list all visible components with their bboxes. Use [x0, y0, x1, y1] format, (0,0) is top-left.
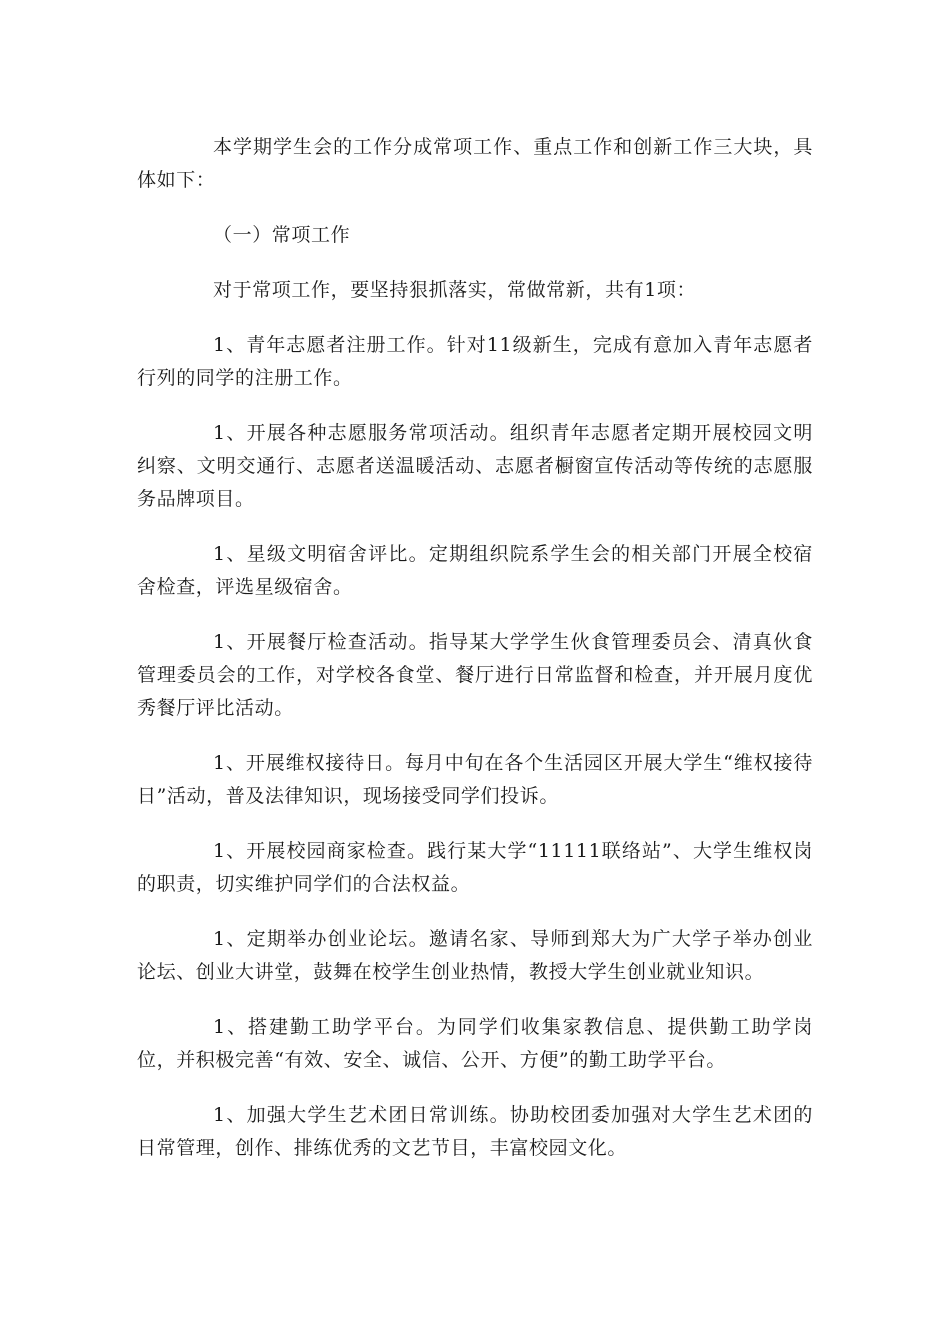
intro-paragraph: 本学期学生会的工作分成常项工作、重点工作和创新工作三大块，具体如下：: [137, 136, 813, 191]
list-item: 1、定期举办创业论坛。邀请名家、导师到郑大为广大学子举办创业论坛、创业大讲堂，鼓舞在校学生创业热情，教授大学生创业就业知识。: [137, 928, 813, 983]
list-item: 1、开展各种志愿服务常项活动。组织青年志愿者定期开展校园文明纠察、文明交通行、志愿者送温暖活动、志愿者橱窗宣传活动等传统的志愿服务品牌项目。: [137, 422, 813, 510]
list-item: 1、青年志愿者注册工作。针对11级新生，完成有意加入青年志愿者行列的同学的注册工作。: [137, 334, 813, 389]
section-intro-paragraph: 对于常项工作，要坚持狠抓落实，常做常新，共有1项：: [213, 279, 697, 301]
section-heading: （一）常项工作: [213, 224, 351, 246]
list-item: 1、搭建勤工助学平台。为同学们收集家教信息、提供勤工助学岗位，并积极完善“有效、安全、诚信、公开、方便”的勤工助学平台。: [137, 1016, 813, 1071]
document-body: [137, 131, 813, 1187]
list-item: 1、星级文明宿舍评比。定期组织院系学生会的相关部门开展全校宿舍检查，评选星级宿舍。: [137, 543, 813, 598]
list-item: 1、加强大学生艺术团日常训练。协助校团委加强对大学生艺术团的日常管理，创作、排练优秀的文艺节目，丰富校园文化。: [137, 1104, 813, 1159]
list-item: 1、开展校园商家检查。践行某大学“11111联络站”、大学生维权岗的职责，切实维护同学们的合法权益。: [137, 840, 813, 895]
list-item: 1、开展维权接待日。每月中旬在各个生活园区开展大学生“维权接待日”活动，普及法律知识，现场接受同学们投诉。: [137, 752, 813, 807]
list-item: 1、开展餐厅检查活动。指导某大学学生伙食管理委员会、清真伙食管理委员会的工作，对学校各食堂、餐厅进行日常监督和检查，并开展月度优秀餐厅评比活动。: [137, 631, 813, 719]
